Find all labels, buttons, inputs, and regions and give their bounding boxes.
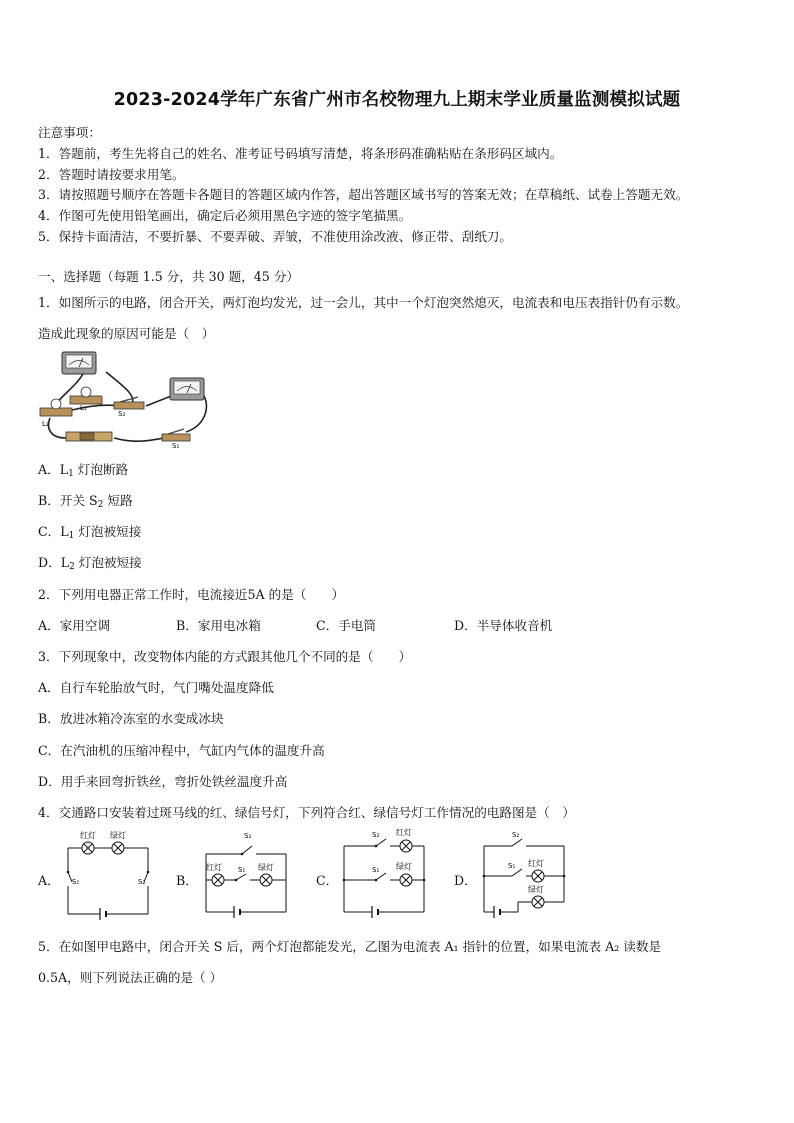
- q4a-s1-label: S₁: [72, 878, 80, 886]
- q4-circuit-b: [200, 826, 296, 920]
- notice-item-1: 1．答题前，考生先将自己的姓名、准考证号码填写清楚，将条形码准确粘贴在条形码区域内。: [38, 146, 563, 161]
- q4b-s1-label: S₁: [238, 866, 246, 874]
- q2-option-d: D．半导体收音机: [454, 618, 553, 633]
- q3-option-a: A．自行车轮胎放气时，气门嘴处温度降低: [38, 680, 274, 695]
- q4c-red-label: 红灯: [396, 828, 412, 837]
- q4-option-c-letter: C．: [316, 873, 339, 888]
- q1-option-a: A．$L_1$ 灯泡断路: [38, 462, 129, 479]
- q1-option-b: B．开关 $S_2$ 短路: [38, 493, 133, 510]
- q3-option-c: C．在汽油机的压缩冲程中，气缸内气体的温度升高: [38, 743, 325, 758]
- notice-item-2: 2．答题时请按要求用笔。: [38, 167, 185, 182]
- q4-stem: 4．交通路口安装着过斑马线的红、绿信号灯，下列符合红、绿信号灯工作情况的电路图是（ ）: [38, 805, 575, 820]
- notice-item-5: 5．保持卡面清洁，不要折暴、不要弄破、弄皱，不准使用涂改液、修正带、刮纸刀。: [38, 229, 512, 244]
- q3-option-d: D．用手来回弯折铁丝，弯折处铁丝温度升高: [38, 774, 288, 789]
- q1-option-c: C．$L_1$ 灯泡被短接: [38, 524, 142, 541]
- q4-option-a-letter: A．: [38, 873, 60, 888]
- label-s2: S₂: [118, 410, 126, 418]
- q2-option-a: A．家用空调: [38, 618, 111, 633]
- q1-circuit-figure: [36, 348, 216, 448]
- q4-option-b-letter: B．: [176, 873, 198, 888]
- q5-stem-line2: 0.5A，则下列说法正确的是（ ）: [38, 970, 223, 985]
- section-heading: 一、选择题（每题 1.5 分，共 30 题，45 分）: [38, 269, 300, 284]
- q1-option-d: D．$L_2$ 灯泡被短接: [38, 555, 142, 572]
- q5-stem-line1: 5．在如图甲电路中，闭合开关 S 后，两个灯泡都能发光，乙图为电流表 A₁ 指针的位置，如果电流表 A₂ 读数是: [38, 939, 662, 954]
- q4-option-d-letter: D．: [454, 873, 477, 888]
- q4c-s2-label: S₂: [372, 831, 380, 839]
- q4c-green-label: 绿灯: [396, 862, 412, 871]
- q4d-s2-label: S₂: [512, 831, 520, 839]
- q4-circuit-a: [60, 826, 156, 920]
- q4d-s1-label: S₁: [508, 862, 516, 870]
- q2-option-c: C．手电筒: [316, 618, 377, 633]
- page-title: 2023-2024学年广东省广州市名校物理九上期末学业质量监测模拟试题: [113, 90, 681, 110]
- q4d-red-label: 红灯: [528, 859, 544, 868]
- q3-option-b: B．放进冰箱冷冻室的水变成冰块: [38, 711, 224, 726]
- q2-option-b: B．家用电冰箱: [176, 618, 261, 633]
- label-l1: L₁: [80, 404, 87, 412]
- notice-item-4: 4．作图可先使用铅笔画出，确定后必须用黑色字迹的签字笔描黑。: [38, 208, 412, 223]
- q4a-s2-label: S₂: [138, 878, 146, 886]
- q1-stem-line1: 1．如图所示的电路，闭合开关，两灯泡均发光，过一会儿，其中一个灯泡突然熄灭，电流表和电压表指针仍有示数。: [38, 295, 689, 310]
- notice-heading: 注意事项：: [38, 125, 101, 140]
- q4b-green-label: 绿灯: [258, 863, 274, 872]
- label-l2: L₂: [42, 420, 49, 428]
- q4-circuit-c: [338, 826, 434, 920]
- q4a-green-label: 绿灯: [110, 831, 126, 840]
- q4c-s1-label: S₁: [372, 866, 380, 874]
- q4b-s2-label: S₂: [244, 832, 252, 840]
- q4b-red-label: 红灯: [206, 863, 222, 872]
- q3-stem: 3．下列现象中，改变物体内能的方式跟其他几个不同的是（ ）: [38, 649, 412, 664]
- q4-circuit-d: [478, 826, 574, 920]
- q4a-red-label: 红灯: [80, 831, 96, 840]
- label-s1: S₁: [172, 442, 180, 448]
- q2-stem: 2．下列用电器正常工作时，电流接近5A 的是（ ）: [38, 587, 345, 602]
- notice-item-3: 3．请按照题号顺序在答题卡各题目的答题区域内作答，超出答题区域书写的答案无效；在草稿纸、试卷上答题无效。: [38, 187, 689, 202]
- q4d-green-label: 绿灯: [528, 885, 544, 894]
- q1-stem-line2: 造成此现象的原因可能是（ ）: [38, 326, 215, 341]
